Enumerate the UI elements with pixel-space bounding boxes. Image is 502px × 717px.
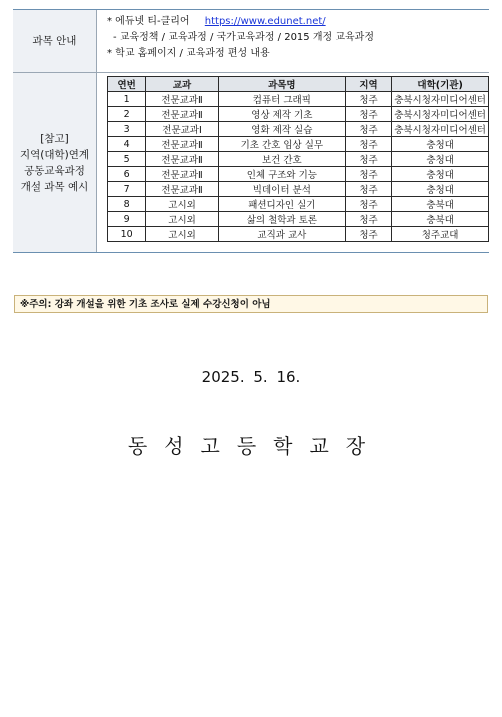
table-row [108, 122, 489, 137]
cell-region: 청주 [345, 197, 391, 212]
cell-university: 충북시청자미디어센터 [392, 122, 489, 137]
table-row [108, 92, 489, 107]
cell-course-name: 패션디자인 실기 [218, 197, 345, 212]
cell-university: 충북대 [392, 197, 489, 212]
cell-subject-area: 고시외 [146, 212, 219, 227]
reference-label-line: 개설 과목 예시 [20, 180, 89, 193]
table-row [108, 182, 489, 197]
cell-no: 8 [108, 197, 146, 212]
cell-no: 1 [108, 92, 146, 107]
cell-course-name: 컴퓨터 그래픽 [218, 92, 345, 107]
cell-region: 청주 [345, 167, 391, 182]
cell-no: 5 [108, 152, 146, 167]
cell-course-name: 빅데이터 분석 [218, 182, 345, 197]
cell-university: 충북시청자미디어센터 [392, 92, 489, 107]
course-table [107, 76, 489, 242]
cell-no: 9 [108, 212, 146, 227]
cell-region: 청주 [345, 107, 391, 122]
school-principal-signature: 동성고등학교장 [127, 434, 383, 458]
cell-university: 충북대 [392, 212, 489, 227]
course-info-line1-text: * 에듀넷 티-클리어 [107, 16, 190, 27]
cell-subject-area: 전문교과Ⅱ [146, 152, 219, 167]
cell-subject-area: 전문교과Ⅱ [146, 137, 219, 152]
table-row [108, 212, 489, 227]
reference-label [13, 73, 97, 252]
cell-no: 4 [108, 137, 146, 152]
table-row [108, 107, 489, 122]
header-university: 대학(기관) [392, 77, 489, 92]
cell-region: 청주 [345, 122, 391, 137]
header-course-name: 과목명 [218, 77, 345, 92]
course-info-label: 과목 안내 [13, 10, 97, 72]
cell-course-name: 영화 제작 실습 [218, 122, 345, 137]
cell-university: 충청대 [392, 152, 489, 167]
cell-course-name: 교직과 교사 [218, 227, 345, 242]
cell-course-name: 인체 구조와 기능 [218, 167, 345, 182]
cell-subject-area: 전문교과Ⅱ [146, 107, 219, 122]
table-row [108, 167, 489, 182]
course-info-content [97, 10, 374, 72]
course-info-line1 [107, 14, 374, 30]
cell-no: 7 [108, 182, 146, 197]
document-date: 2025. 5. 16. [201, 368, 301, 386]
course-table-wrap [97, 73, 489, 252]
reference-row [13, 73, 489, 252]
table-body [108, 92, 489, 242]
cell-no: 2 [108, 107, 146, 122]
reference-label-line: 지역(대학)연계 [19, 148, 90, 161]
cell-course-name: 영상 제작 기초 [218, 107, 345, 122]
course-info-line3: * 학교 홈페이지 / 교육과정 편성 내용 [107, 48, 270, 59]
cell-region: 청주 [345, 227, 391, 242]
cell-no: 10 [108, 227, 146, 242]
cell-course-name: 보건 간호 [218, 152, 345, 167]
cell-subject-area: 전문교과Ⅱ [146, 92, 219, 107]
reference-label-line: [참고] [40, 132, 69, 145]
cell-no: 6 [108, 167, 146, 182]
cell-university: 충북시청자미디어센터 [392, 107, 489, 122]
cell-region: 청주 [345, 212, 391, 227]
table-row [108, 152, 489, 167]
cell-university: 충청대 [392, 167, 489, 182]
cell-subject-area: 전문교과Ⅱ [146, 167, 219, 182]
cell-course-name: 삶의 철학과 토론 [218, 212, 345, 227]
cell-no: 3 [108, 122, 146, 137]
cell-university: 충청대 [392, 137, 489, 152]
table-row [108, 197, 489, 212]
cell-region: 청주 [345, 152, 391, 167]
table-row [108, 137, 489, 152]
info-box [13, 9, 489, 253]
header-no: 연번 [108, 77, 146, 92]
header-region: 지역 [345, 77, 391, 92]
cell-subject-area: 고시외 [146, 197, 219, 212]
course-info-row [13, 10, 489, 73]
notice-banner: ※주의: 강좌 개설을 위한 기초 조사로 실제 수강신청이 아님 [14, 295, 488, 313]
cell-region: 청주 [345, 182, 391, 197]
cell-university: 청주교대 [392, 227, 489, 242]
reference-label-line: 공동교육과정 [24, 164, 85, 177]
cell-region: 청주 [345, 92, 391, 107]
course-info-line2: - 교육정책 / 교육과정 / 국가교육과정 / 2015 개정 교육과정 [113, 32, 374, 43]
table-header-row [108, 77, 489, 92]
cell-course-name: 기초 간호 임상 실무 [218, 137, 345, 152]
cell-subject-area: 전문교과Ⅰ [146, 122, 219, 137]
cell-subject-area: 전문교과Ⅱ [146, 182, 219, 197]
cell-university: 충청대 [392, 182, 489, 197]
cell-subject-area: 고시외 [146, 227, 219, 242]
cell-region: 청주 [345, 137, 391, 152]
header-subject-area: 교과 [146, 77, 219, 92]
edunet-link[interactable]: https://www.edunet.net/ [204, 16, 326, 27]
table-row [108, 227, 489, 242]
